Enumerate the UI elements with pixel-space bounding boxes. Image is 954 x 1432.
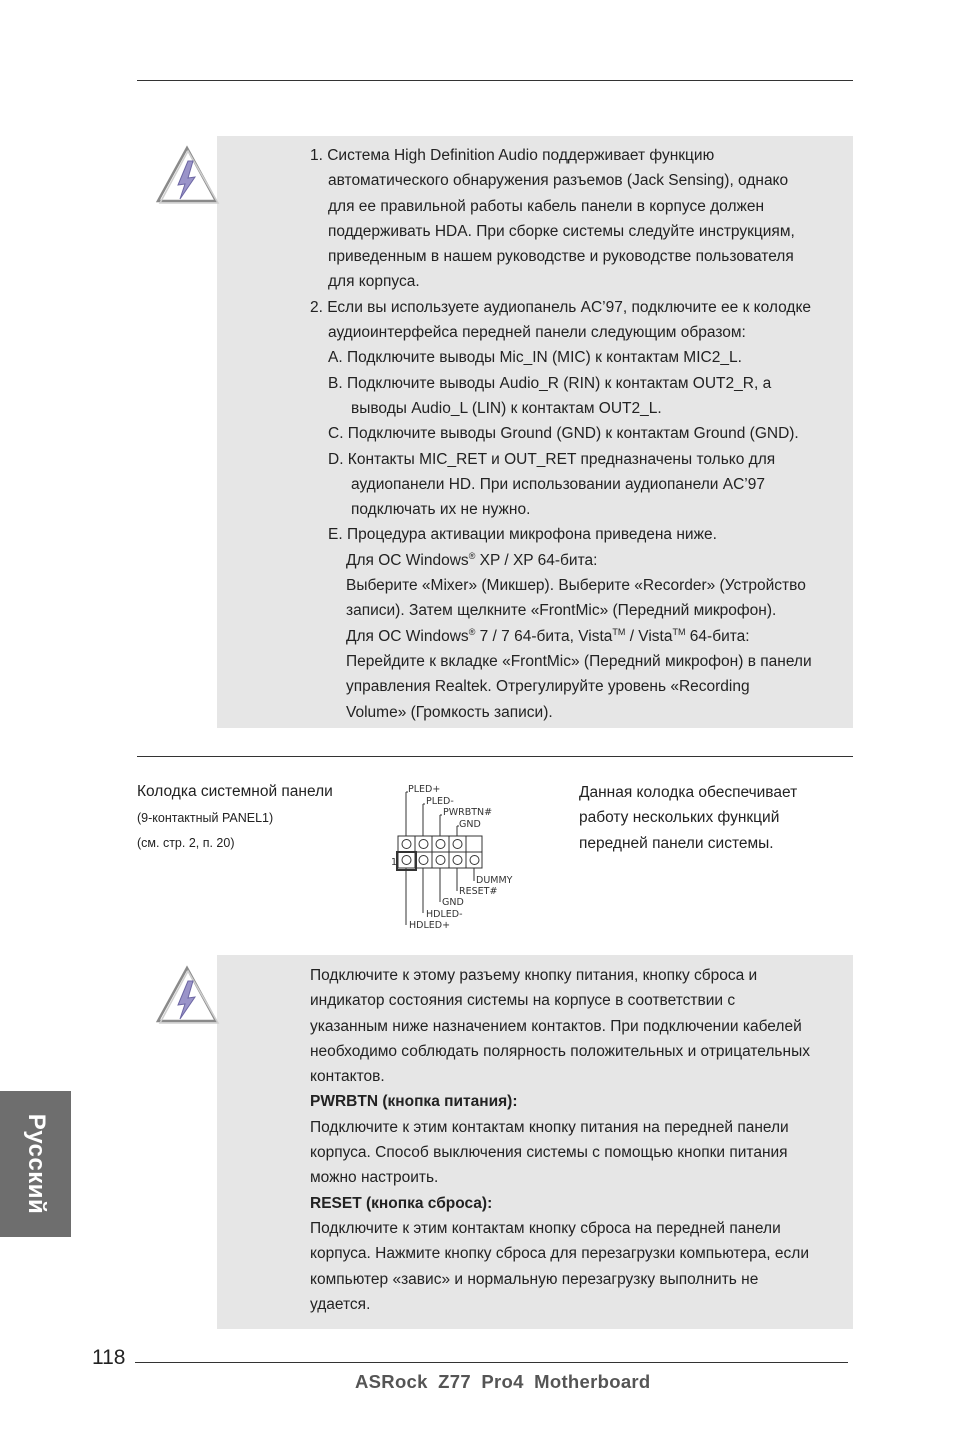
note1-line: B. Подключите выводы Audio_R (RIN) к контактам OUT2_R, а bbox=[328, 374, 772, 392]
note1-line: аудиоинтерфейса передней панели следующим образом: bbox=[328, 324, 746, 342]
pin1-marker: 1 bbox=[391, 857, 398, 868]
reset-line: корпуса. Нажмите кнопку сброса для перезагрузки компьютера, если bbox=[310, 1245, 809, 1263]
note1-line: автоматического обнаружения разъемов (Jack Sensing), однако bbox=[328, 172, 789, 190]
windows-xp-heading: Для ОС Windows® XP / XP 64-бита: bbox=[346, 550, 598, 569]
note2-line: Подключите к этому разъему кнопку питания, кнопку сброса и bbox=[310, 967, 758, 984]
note1-line: для корпуса. bbox=[328, 273, 420, 291]
language-label: Русский bbox=[22, 1113, 50, 1215]
warning-icon bbox=[155, 143, 221, 205]
note1-line: подключать их не нужно. bbox=[351, 501, 531, 519]
note1-line: C. Подключите выводы Ground (GND) к контактам Ground (GND). bbox=[328, 425, 799, 443]
footer-title: ASRock Z77 Pro4 Motherboard bbox=[355, 1371, 651, 1392]
note1-line: E. Процедура активации микрофона приведена ниже. bbox=[328, 526, 717, 544]
note2-line: индикатор состояния системы на корпусе в соответствии с bbox=[310, 992, 736, 1010]
pin-label: PLED- bbox=[426, 796, 454, 807]
note1-line: поддерживать HDA. При сборке системы следуйте инструкциям, bbox=[328, 222, 795, 240]
pwrbtn-line: Подключите к этим контактам кнопку питания на передней панели bbox=[310, 1118, 789, 1136]
pin-label: GND bbox=[442, 897, 464, 908]
pin-label: PWRBTN# bbox=[443, 807, 493, 818]
header-ref: (см. стр. 2, п. 20) bbox=[137, 836, 235, 850]
note1-win7-line: Перейдите к вкладке «FrontMic» (Передний микрофон) в панели bbox=[346, 652, 812, 670]
note2-text bbox=[310, 963, 810, 1317]
panel1-pin-diagram bbox=[390, 780, 530, 935]
warning-icon bbox=[155, 963, 221, 1025]
page-number: 118 bbox=[92, 1346, 126, 1369]
pwrbtn-heading: PWRBTN (кнопка питания): bbox=[310, 1093, 518, 1111]
note1-win7-line: Volume» (Громкость записи). bbox=[346, 703, 553, 721]
language-side-tab bbox=[0, 1091, 71, 1237]
note2-line: необходимо соблюдать полярность положительных и отрицательных bbox=[310, 1042, 810, 1060]
note1-line: D. Контакты MIC_RET и OUT_RET предназначены только для bbox=[328, 450, 776, 468]
note2-line: контактов. bbox=[310, 1068, 385, 1086]
note1-line: аудиопанели HD. При использовании аудиопанели AC’97 bbox=[351, 475, 765, 493]
note1-line: 1. Система High Definition Audio поддерживает функцию bbox=[310, 147, 715, 164]
note1-line: 2. Если вы используете аудиопанель AC’97, подключите ее к колодке bbox=[310, 298, 812, 316]
note2-line: указанным ниже назначением контактов. При подключении кабелей bbox=[310, 1017, 802, 1035]
reset-heading: RESET (кнопка сброса): bbox=[310, 1194, 493, 1212]
note1-text bbox=[310, 143, 812, 725]
header-desc-line: Данная колодка обеспечивает bbox=[579, 784, 798, 801]
header-desc-line: передней панели системы. bbox=[579, 834, 774, 852]
pwrbtn-line: можно настроить. bbox=[310, 1169, 439, 1187]
pin-label: RESET# bbox=[459, 886, 498, 897]
note1-xp-line: Выберите «Mixer» (Микшер). Выберите «Recorder» (Устройство bbox=[346, 577, 806, 595]
header-description bbox=[579, 780, 797, 856]
note1-line: для ее правильной работы кабель панели в корпусе должен bbox=[328, 197, 765, 215]
header-desc-line: работу нескольких функций bbox=[579, 809, 780, 827]
pin-label: DUMMY bbox=[476, 875, 513, 886]
section-rule bbox=[137, 756, 853, 757]
note1-win7-line: управления Realtek. Отрегулируйте уровень «Recording bbox=[346, 678, 750, 696]
pin-label: PLED+ bbox=[408, 784, 441, 795]
pin-label: HDLED+ bbox=[409, 920, 451, 931]
reset-line: компьютер «завис» и нормальную перезагрузку выполнить не bbox=[310, 1270, 759, 1288]
note1-line: приведенным в нашем руководстве и руководстве пользователя bbox=[328, 248, 794, 266]
note1-line: выводы Audio_L (LIN) к контактам OUT2_L. bbox=[351, 399, 662, 417]
pin-label: HDLED- bbox=[426, 909, 463, 920]
reset-line: удается. bbox=[310, 1295, 371, 1313]
pwrbtn-line: корпуса. Способ выключения системы с помощью кнопки питания bbox=[310, 1144, 788, 1162]
header-title: Колодка системной панели bbox=[137, 783, 333, 800]
windows-7-heading: Для ОС Windows® 7 / 7 64-бита, Vista™ / Vista™ 64-бита: bbox=[346, 626, 750, 645]
note1-xp-line: записи). Затем щелкните «FrontMic» (Передний микрофон). bbox=[346, 602, 777, 620]
header-subtitle: (9-контактный PANEL1) bbox=[137, 811, 274, 825]
reset-line: Подключите к этим контактам кнопку сброса на передней панели bbox=[310, 1219, 781, 1237]
note1-line: A. Подключите выводы Mic_IN (MIC) к контактам MIC2_L. bbox=[328, 349, 742, 367]
footer-rule bbox=[135, 1362, 848, 1363]
top-rule bbox=[137, 80, 853, 81]
pin-label: GND bbox=[459, 819, 481, 830]
